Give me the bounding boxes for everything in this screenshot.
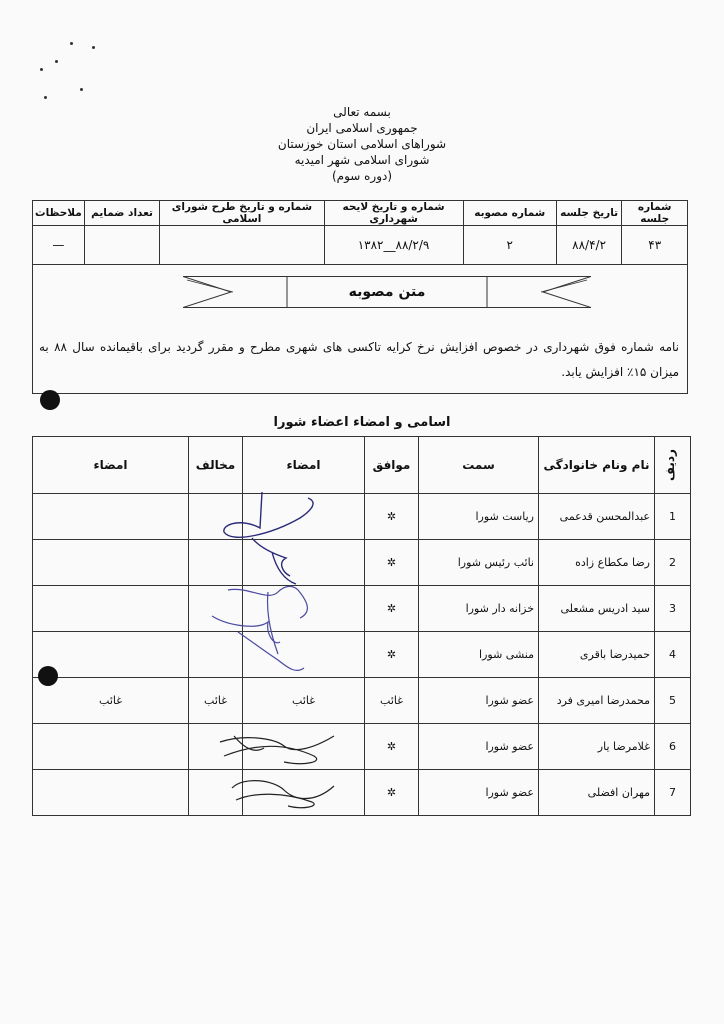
member-signature-2: غائب: [33, 678, 189, 724]
member-signature-2: [33, 724, 189, 770]
session-number: ۴۳: [622, 226, 688, 265]
member-row-number: 6: [655, 724, 691, 770]
scan-speck: [44, 96, 47, 99]
members-header-row: [33, 437, 691, 494]
member-name: محمدرضا امیری فرد: [539, 678, 655, 724]
member-row-number: 7: [655, 770, 691, 816]
member-row: [33, 770, 691, 816]
resolution-box: [32, 263, 688, 394]
member-signature-2: [33, 586, 189, 632]
header-session-number: شماره جلسه: [622, 201, 688, 226]
scan-speck: [92, 46, 95, 49]
member-row: [33, 724, 691, 770]
signature-scribble-3: [214, 728, 344, 770]
signature-scribble-2: [208, 582, 338, 678]
session-table: [32, 200, 688, 265]
member-row: [33, 678, 691, 724]
header-country: جمهوری اسلامی ایران: [306, 121, 418, 135]
header-signature: امضاء: [243, 437, 365, 494]
member-name: غلامرضا یار: [539, 724, 655, 770]
resolution-banner: [183, 276, 591, 308]
member-role: ریاست شورا: [419, 494, 539, 540]
session-date: ۸۸/۴/۲: [556, 226, 622, 265]
member-row: [33, 632, 691, 678]
member-agree: ✲: [365, 494, 419, 540]
session-table-header-row: [33, 201, 688, 226]
resolution-text: نامه شماره فوق شهرداری در خصوص افزایش نرخ کرایه تاکسی های شهری مطرح و مقرر گردید برای باقیمانده سال ۸۸ به میزان ۱۵٪ افزایش یابد.: [39, 340, 679, 379]
member-row: [33, 494, 691, 540]
member-agree: غائب: [365, 678, 419, 724]
member-signature: غائب: [243, 678, 365, 724]
header-signature-2: امضاء: [33, 437, 189, 494]
member-name: سید ادریس مشعلی: [539, 586, 655, 632]
member-role: خزانه دار شورا: [419, 586, 539, 632]
header-province-councils: شوراهای اسلامی استان خوزستان: [277, 137, 447, 151]
header-council-plan: شماره و تاریخ طرح شورای اسلامی: [160, 201, 324, 226]
member-row-number: 3: [655, 586, 691, 632]
member-role: عضو شورا: [419, 770, 539, 816]
member-name: عبدالمحسن قدعمی: [539, 494, 655, 540]
header-oppose: مخالف: [189, 437, 243, 494]
municipality-bill: ۸۸/۲/۹__۱۳۸۲: [324, 226, 463, 265]
notes: —: [33, 226, 85, 265]
header-municipality-bill: شماره و تاریخ لایحه شهرداری: [324, 201, 463, 226]
header-attachments: تعداد ضمایم: [84, 201, 159, 226]
members-title: اسامی و امضاء اعضاء شورا: [273, 415, 451, 430]
member-role: عضو شورا: [419, 724, 539, 770]
header-session-date: تاریخ جلسه: [556, 201, 622, 226]
scan-speck: [40, 68, 43, 71]
member-row: [33, 586, 691, 632]
member-signature-2: [33, 770, 189, 816]
scan-speck: [55, 60, 58, 63]
attachments-count: [84, 226, 159, 265]
scan-speck: [70, 42, 73, 45]
resolution-number: ۲: [463, 226, 556, 265]
member-row: [33, 540, 691, 586]
signature-scribble-4: [224, 774, 344, 814]
member-agree: ✲: [365, 540, 419, 586]
session-table-row: [33, 226, 688, 265]
header-city-council: شورای اسلامی شهر امیدیه: [294, 153, 430, 167]
member-row-number: 2: [655, 540, 691, 586]
member-name: مهران افضلی: [539, 770, 655, 816]
member-signature-2: [33, 540, 189, 586]
punch-hole: [38, 666, 58, 686]
member-agree: ✲: [365, 586, 419, 632]
document-header: [0, 104, 724, 184]
council-plan: [160, 226, 324, 265]
member-agree: ✲: [365, 632, 419, 678]
member-name: رضا مکطاع زاده: [539, 540, 655, 586]
header-full-name: نام ونام خانوادگی: [539, 437, 655, 494]
member-row-number: 4: [655, 632, 691, 678]
member-row-number: 5: [655, 678, 691, 724]
member-agree: ✲: [365, 770, 419, 816]
member-signature-2: [33, 494, 189, 540]
header-row-number: ردیف: [655, 437, 691, 494]
scan-speck: [80, 88, 83, 91]
signature-scribble-1: [212, 488, 332, 588]
member-name: حمیدرضا باقری: [539, 632, 655, 678]
resolution-title: متن مصوبه: [348, 284, 426, 300]
header-role: سمت: [419, 437, 539, 494]
header-bismillah: بسمه تعالی: [333, 105, 391, 119]
member-role: منشی شورا: [419, 632, 539, 678]
member-row-number: 1: [655, 494, 691, 540]
member-agree: ✲: [365, 724, 419, 770]
header-notes: ملاحظات: [33, 201, 85, 226]
header-agree: موافق: [365, 437, 419, 494]
members-table: [32, 436, 691, 816]
member-role: عضو شورا: [419, 678, 539, 724]
members-body: [33, 494, 691, 816]
header-term: (دوره سوم): [331, 169, 393, 183]
member-role: نائب رئیس شورا: [419, 540, 539, 586]
punch-hole: [40, 390, 60, 410]
member-oppose: غائب: [189, 678, 243, 724]
header-resolution-number: شماره مصوبه: [463, 201, 556, 226]
